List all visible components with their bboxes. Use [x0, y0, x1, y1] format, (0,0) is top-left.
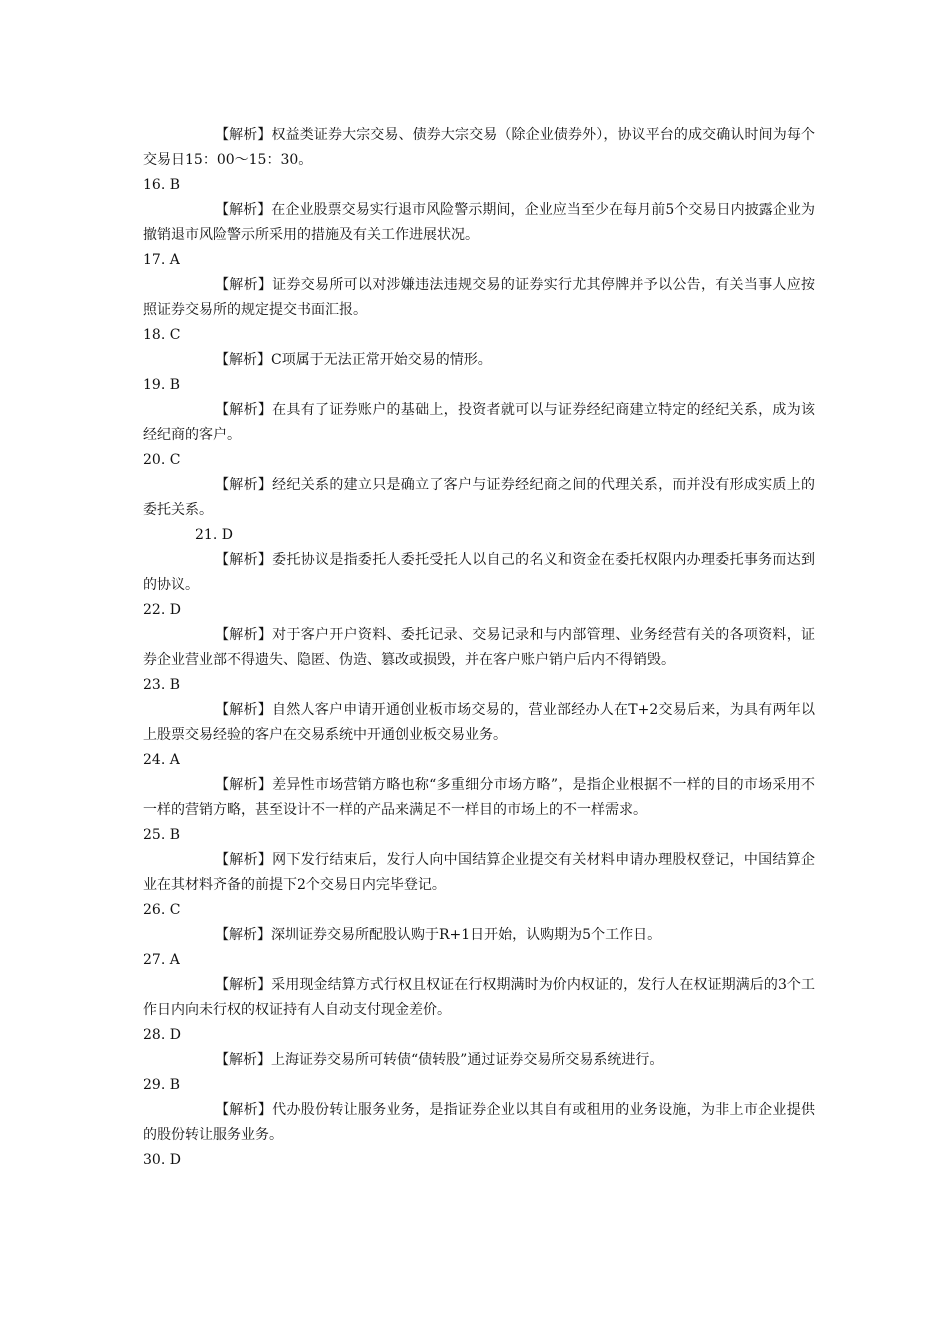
answer-line: 17. A — [143, 252, 180, 268]
explanation-paragraph: 【解析】采用现金结算方式行权且权证在行权期满时为价内权证的，发行人在权证期满后的3个工作日内向未行权的权证持有人自动支付现金差价。 — [143, 977, 815, 1018]
answer-line: 18. C — [143, 327, 181, 343]
answer-line: 24. A — [143, 752, 180, 768]
answer-line: 30. D — [143, 1152, 181, 1168]
explanation-paragraph: 【解析】对于客户开户资料、委托记录、交易记录和与内部管理、业务经营有关的各项资料，证券企业营业部不得遗失、隐匿、伪造、篡改或损毁，并在客户账户销户后内不得销毁。 — [143, 627, 815, 668]
explanation-paragraph: 【解析】自然人客户申请开通创业板市场交易的，营业部经办人在T+2交易后来，为具有两年以上股票交易经验的客户在交易系统中开通创业板交易业务。 — [143, 702, 815, 743]
answer-line: 20. C — [143, 452, 181, 468]
answer-line: 21. D — [195, 527, 233, 543]
explanation-paragraph: 【解析】在具有了证券账户的基础上，投资者就可以与证券经纪商建立特定的经纪关系，成为该经纪商的客户。 — [143, 402, 815, 443]
explanation-paragraph: 【解析】证券交易所可以对涉嫌违法违规交易的证券实行尤其停牌并予以公告，有关当事人应按照证券交易所的规定提交书面汇报。 — [143, 277, 815, 318]
explanation-paragraph: 【解析】深圳证券交易所配股认购于R+1日开始，认购期为5个工作日。 — [215, 927, 662, 943]
explanation-paragraph: 【解析】网下发行结束后，发行人向中国结算企业提交有关材料申请办理股权登记，中国结算企业在其材料齐备的前提下2个交易日内完毕登记。 — [143, 852, 815, 893]
answer-line: 16. B — [143, 177, 181, 193]
explanation-paragraph: 【解析】权益类证券大宗交易、债券大宗交易（除企业债券外），协议平台的成交确认时间为每个交易日15：00～15：30。 — [143, 127, 815, 168]
answer-line: 26. C — [143, 902, 181, 918]
explanation-paragraph: 【解析】代办股份转让服务业务，是指证券企业以其自有或租用的业务设施，为非上市企业提供的股份转让服务业务。 — [143, 1102, 815, 1143]
explanation-paragraph: 【解析】上海证券交易所可转债“债转股”通过证券交易所交易系统进行。 — [215, 1052, 664, 1068]
answer-line: 23. B — [143, 677, 181, 693]
answer-line: 27. A — [143, 952, 180, 968]
answer-line: 25. B — [143, 827, 181, 843]
explanation-paragraph: 【解析】在企业股票交易实行退市风险警示期间，企业应当至少在每月前5个交易日内披露企业为撤销退市风险警示所采用的措施及有关工作进展状况。 — [143, 202, 815, 243]
answer-explanations — [143, 123, 815, 1173]
answer-line: 29. B — [143, 1077, 181, 1093]
explanation-paragraph: 【解析】经纪关系的建立只是确立了客户与证券经纪商之间的代理关系，而并没有形成实质上的委托关系。 — [143, 477, 815, 518]
explanation-paragraph: 【解析】委托协议是指委托人委托受托人以自己的名义和资金在委托权限内办理委托事务而达到的协议。 — [143, 552, 815, 593]
answer-line: 22. D — [143, 602, 181, 618]
answer-line: 28. D — [143, 1027, 181, 1043]
answer-line: 19. B — [143, 377, 181, 393]
explanation-paragraph: 【解析】差异性市场营销方略也称“多重细分市场方略”，是指企业根据不一样的目的市场采用不一样的营销方略，甚至设计不一样的产品来满足不一样目的市场上的不一样需求。 — [143, 777, 815, 818]
explanation-paragraph: 【解析】C项属于无法正常开始交易的情形。 — [215, 352, 492, 368]
